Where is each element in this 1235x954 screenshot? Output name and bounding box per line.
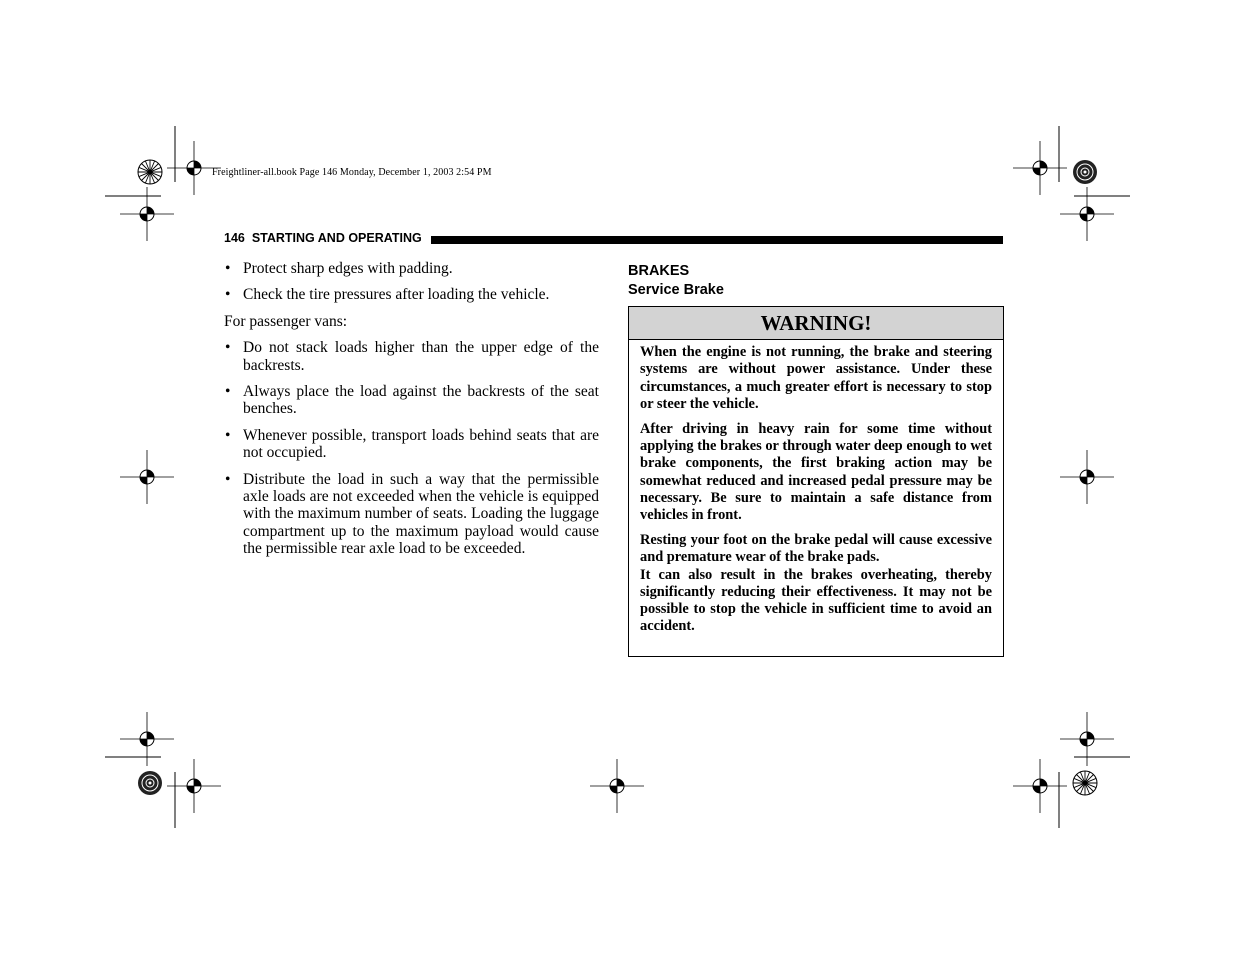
list-item-text: Check the tire pressures after loading the vehicle. xyxy=(243,286,550,304)
list-item-text: Do not stack loads higher than the upper edge of the backrests. xyxy=(243,339,599,374)
list-item xyxy=(224,260,599,277)
bullet-glyph: • xyxy=(225,339,231,357)
list-item xyxy=(224,427,599,462)
warning-paragraph: After driving in heavy rain for some time without applying the brakes or through water deep enough to wet brake components, the first braking action may be somewhat reduced and increased pedal pressure may be necessary. Be sure to maintain a safe distance from vehicles in front. xyxy=(640,420,992,524)
list-item-text: Whenever possible, transport loads behind seats that are not occupied. xyxy=(243,426,599,462)
paragraph-passenger-vans: For passenger vans: xyxy=(224,312,348,330)
bullet-glyph: • xyxy=(225,383,231,401)
right-column xyxy=(628,262,1004,300)
warning-body xyxy=(629,340,1003,636)
page-header-label xyxy=(224,231,422,245)
header-rule xyxy=(431,236,1003,244)
list-item xyxy=(224,286,599,303)
left-column xyxy=(224,260,599,567)
bullet-glyph: • xyxy=(225,470,231,488)
section-title: STARTING AND OPERATING xyxy=(251,231,422,245)
list-item-text: Distribute the load in such a way that the permissible axle loads are not exceeded when the vehicle is equipped with the maximum number of seats. Loading the luggage compartment up to the maximum payload would cause the permissible rear axle load to be exceeded. xyxy=(243,470,599,558)
list-item xyxy=(224,383,599,418)
section-heading: BRAKES xyxy=(628,263,690,279)
page-header xyxy=(224,230,1003,246)
list-item-text: Protect sharp edges with padding. xyxy=(243,260,453,277)
warning-title: WARNING! xyxy=(629,307,1003,340)
bullet-glyph: • xyxy=(225,286,231,304)
subsection-heading: Service Brake xyxy=(628,282,724,298)
bullet-glyph: • xyxy=(225,426,231,444)
warning-paragraph: When the engine is not running, the brake and steering systems are without power assistance. Under these circumstances, a much greater effort is necessary to stop or steer the vehicle. xyxy=(640,344,992,412)
list-item xyxy=(224,471,599,558)
warning-box xyxy=(628,306,1004,657)
page-number: 146 xyxy=(224,231,245,245)
warning-paragraph: Resting your foot on the brake pedal will cause excessive and premature wear of the brake pads. xyxy=(640,531,992,566)
warning-paragraph: It can also result in the brakes overheating, thereby significantly reducing their effectiveness. It may not be possible to stop the vehicle in sufficient time to avoid an accident. xyxy=(640,566,992,635)
list-item xyxy=(224,339,599,374)
print-header: Freightliner-all.book Page 146 Monday, December 1, 2003 2:54 PM xyxy=(212,167,492,178)
bullet-glyph: • xyxy=(225,260,231,277)
list-item-text: Always place the load against the backrests of the seat benches. xyxy=(243,383,599,418)
